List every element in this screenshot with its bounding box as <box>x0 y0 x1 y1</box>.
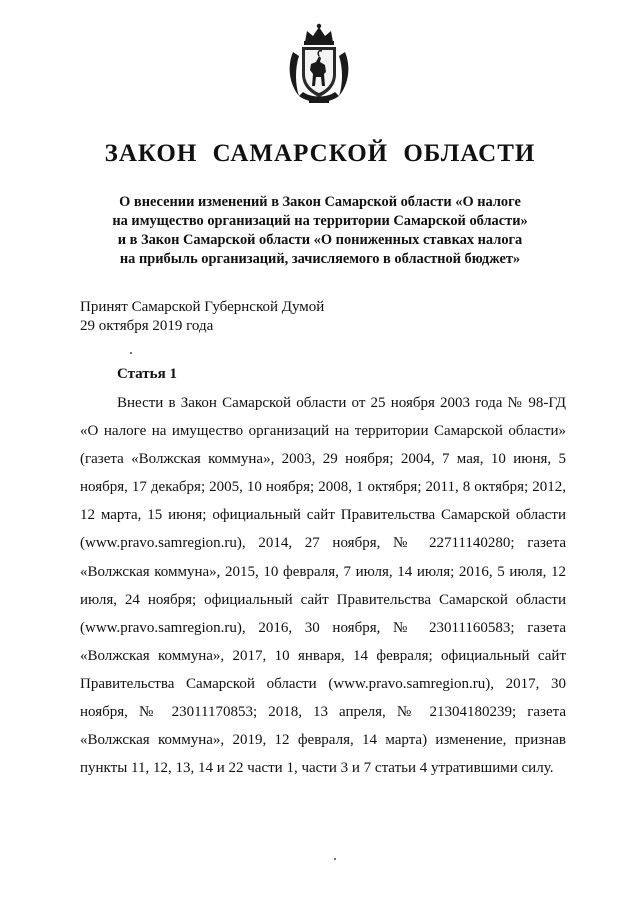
article-body: Внести в Закон Самарской области от 25 ноября 2003 года № 98-ГД «О налоге на имущество организаций на территории Самарской области» (газета «Волжская коммуна», 2003, 29 ноября; 2004, 7 мая, 10 июня, 5 ноября, 17 декабря; 2005, 10 ноября; 2008, 1 октября; 2011, 8 октября; 2012, 12 марта, 15 июня; официальный сайт Правительства Самарской области (www.pravo.samregion.ru), 2014, 27 ноября, № 22711140280; газета «Волжская коммуна», 2015, 10 февраля, 7 июля, 14 июля; 2016, 5 июля, 12 июля, 24 ноября; официальный сайт Правительства Самарской области (www.pravo.samregion.ru), 2016, 30 ноября, № 23011160583; газета «Волжская коммуна», 2017, 10 января, 14 февраля; официальный сайт Правительства Самарской области (www.pravo.samregion.ru), 2017, 30 ноября, № 23011170853; 2018, 13 апреля, № 21304180239; газета «Волжская коммуна», 2019, 12 февраля, 14 марта) изменение, признав пункты 11, 12, 13, 14 и 22 части 1, части 3 и 7 статьи 4 утратившими силу. <box>80 395 566 777</box>
scan-speck <box>130 352 132 354</box>
subtitle-line: и в Закон Самарской области «О пониженных ставках налога <box>117 232 523 248</box>
article-heading: Статья 1 <box>117 366 177 382</box>
samara-oblast-coat-of-arms-icon <box>283 22 355 108</box>
adopted-by: Принят Самарской Губернской Думой <box>80 299 325 315</box>
subtitle-line: О внесении изменений в Закон Самарской области «О налоге <box>119 194 521 210</box>
subtitle-line: на имущество организаций на территории Самарской области» <box>112 213 528 229</box>
law-title: ЗАКОН САМАРСКОЙ ОБЛАСТИ <box>104 140 536 167</box>
subtitle-line: на прибыль организаций, зачисляемого в областной бюджет» <box>119 251 521 267</box>
adoption-note <box>80 298 324 336</box>
scan-speck <box>334 858 336 860</box>
adopted-date: 29 октября 2019 года <box>80 318 214 334</box>
law-subtitle <box>60 193 580 269</box>
